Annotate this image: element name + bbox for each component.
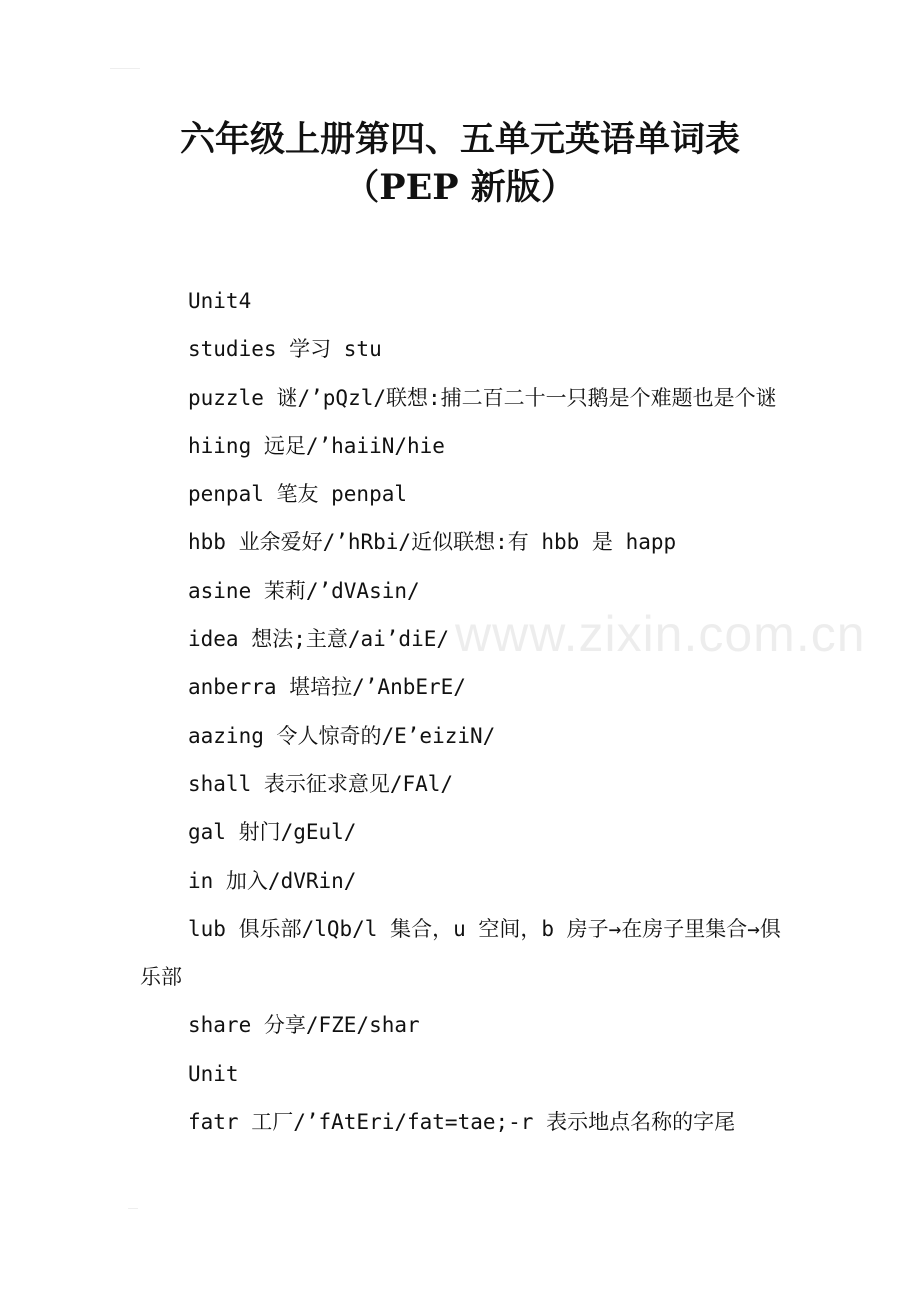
paragraph-unit-heading: Unit [188, 1061, 239, 1086]
paragraph-word: hbb 业余爱好/’hRbi/近似联想:有 hbb 是 happ [188, 530, 677, 555]
paragraph-unit4-heading: Unit4 [188, 289, 252, 313]
paragraph-word: fatr 工厂/’fAtEri/fat=tae;-r 表示地点名称的字尾 [188, 1110, 736, 1135]
paragraph-word: penpal 笔友 penpal [188, 482, 408, 507]
document-subtitle: （PEP 新版） [344, 167, 576, 208]
paragraph-word: shall 表示征求意见/FAl/ [188, 771, 454, 796]
paragraph-word: anberra 堪培拉/’AnbErE/ [188, 675, 466, 700]
paragraph-word: share 分享/FZE/shar [188, 1013, 420, 1038]
paragraph-word: puzzle 谜/’pQzl/联想:捕二百二十一只鹅是个难题也是个谜 [188, 385, 777, 410]
paragraph-word: idea 想法;主意/ai’diE/ [188, 627, 450, 652]
paragraph-word: in 加入/dVRin/ [188, 868, 357, 893]
paragraph-word: gal 射门/gEul/ [188, 820, 357, 845]
document-body [140, 277, 800, 1146]
paragraph-word: lub 俱乐部/lQb/l 集合，u 空间，b 房子→在房子里集合→俱乐部 [140, 916, 781, 990]
paragraph-word: asine 茉莉/’dVAsin/ [188, 578, 420, 603]
corner-mark [110, 68, 140, 69]
corner-mark [128, 1208, 138, 1209]
document-title: 六年级上册第四、五单元英语单词表 [179, 119, 740, 160]
paragraph-word: aazing 令人惊奇的/E’eiziN/ [188, 723, 496, 748]
paragraph-word: hiing 远足/’haiiN/hie [188, 433, 445, 458]
watermark: www.zixin.com.cn [455, 606, 866, 662]
paragraph-word: studies 学习 stu [188, 337, 382, 362]
